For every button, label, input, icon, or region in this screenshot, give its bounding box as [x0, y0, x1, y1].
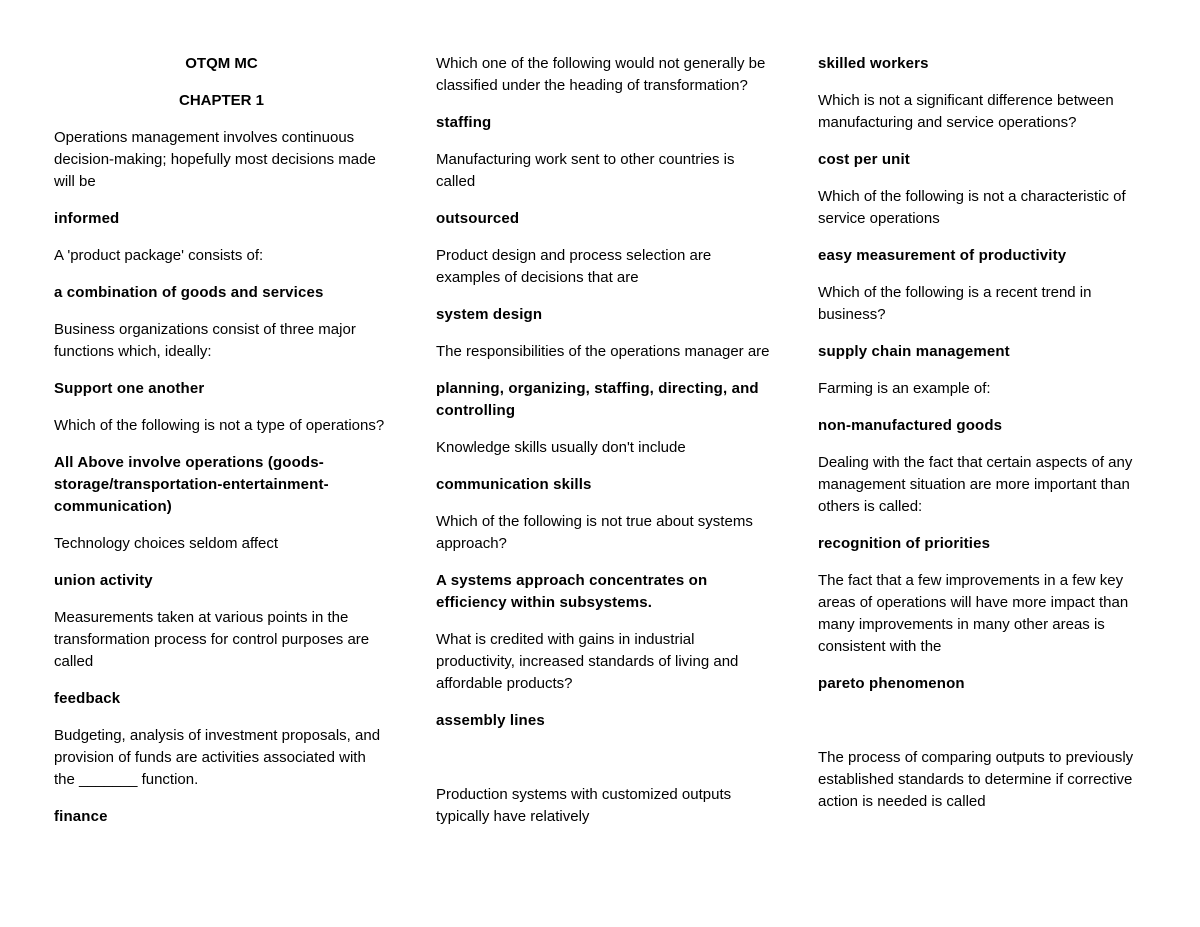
answer-text: recognition of priorities — [818, 535, 991, 552]
column-2 — [436, 53, 771, 843]
question-text: Which of the following is not a type of operations? — [54, 417, 385, 434]
answer-text: a combination of goods and services — [54, 284, 324, 301]
question-text: Measurements taken at various points in the transformation process for control purposes are called — [54, 609, 370, 670]
answer-text: easy measurement of productivity — [818, 247, 1067, 264]
question-text: Which of the following is not a characteristic of service operations — [818, 188, 1126, 227]
question-text: Knowledge skills usually don't include — [436, 439, 686, 456]
question-text: The responsibilities of the operations manager are — [436, 343, 770, 360]
answer-text: Support one another — [54, 380, 205, 397]
answer-text: A systems approach concentrates on efficiency within subsystems. — [436, 572, 708, 611]
question-text: Which one of the following would not generally be classified under the heading of transformation? — [436, 55, 766, 94]
answer-text: pareto phenomenon — [818, 675, 965, 692]
question-text: Budgeting, analysis of investment proposals, and provision of funds are activities associated with the _______ function. — [54, 727, 381, 788]
question-text: Technology choices seldom affect — [54, 535, 279, 552]
document-title: OTQM MC — [185, 55, 258, 72]
question-text: The process of comparing outputs to previously established standards to determine if corrective action is needed is called — [818, 749, 1134, 810]
question-text: Which is not a significant difference between manufacturing and service operations? — [818, 92, 1114, 131]
chapter-heading: CHAPTER 1 — [178, 92, 264, 109]
question-text: Production systems with customized outputs typically have relatively — [436, 786, 732, 825]
question-text: Which of the following is not true about systems approach? — [436, 513, 753, 552]
answer-text: planning, organizing, staffing, directing, and controlling — [436, 380, 759, 419]
question-text: The fact that a few improvements in a few key areas of operations will have more impact than many improvements in many other areas is consistent with the — [818, 572, 1129, 655]
answer-text: assembly lines — [436, 712, 545, 729]
answer-text: finance — [54, 808, 108, 825]
answer-text: system design — [436, 306, 543, 323]
question-text: Dealing with the fact that certain aspects of any management situation are more important than others is called: — [818, 454, 1133, 515]
question-text: Operations management involves continuous decision-making; hopefully most decisions made will be — [54, 129, 376, 190]
answer-text: outsourced — [436, 210, 520, 227]
column-3 — [818, 53, 1153, 828]
question-text: Which of the following is a recent trend in business? — [818, 284, 1092, 323]
blank-gap — [436, 747, 771, 784]
question-text: Manufacturing work sent to other countries is called — [436, 151, 735, 190]
question-text: Farming is an example of: — [818, 380, 991, 397]
question-text: What is credited with gains in industrial productivity, increased standards of living and affordable products? — [436, 631, 739, 692]
answer-text: communication skills — [436, 476, 592, 493]
answer-text: supply chain management — [818, 343, 1010, 360]
question-text: Business organizations consist of three major functions which, ideally: — [54, 321, 356, 360]
answer-text: feedback — [54, 690, 121, 707]
answer-text: cost per unit — [818, 151, 910, 168]
answer-text: All Above involve operations (goods-storage/transportation-entertainment-communication) — [54, 454, 329, 515]
answer-text: informed — [54, 210, 120, 227]
question-text: Product design and process selection are examples of decisions that are — [436, 247, 712, 286]
column-1 — [54, 53, 389, 843]
answer-text: staffing — [436, 114, 492, 131]
answer-text: union activity — [54, 572, 153, 589]
answer-text: non-manufactured goods — [818, 417, 1003, 434]
question-text: A 'product package' consists of: — [54, 247, 264, 264]
blank-gap — [818, 710, 1153, 747]
answer-text: skilled workers — [818, 55, 929, 72]
